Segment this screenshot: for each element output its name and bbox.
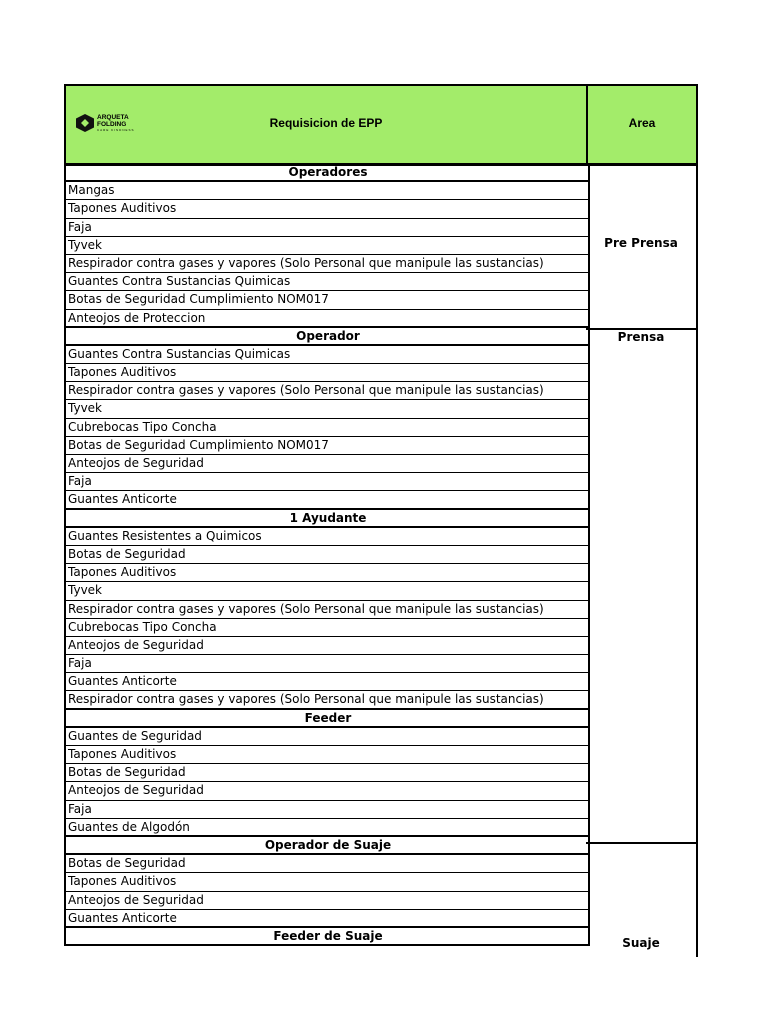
area-prensa: Prensa [617,330,665,344]
sheet-header [64,84,698,166]
epp-requisition-sheet [64,84,698,957]
area-column-header: Area [628,116,656,130]
epp-item-row: Cubrebocas Tipo Concha [66,619,588,637]
section-header: Operador de Suaje [66,837,588,855]
epp-item-row: Tapones Auditivos [66,364,588,382]
epp-item-row: Guantes Anticorte [66,491,588,509]
logo-line-2: FOLDING [97,121,127,128]
epp-item-row: Botas de Seguridad Cumplimiento NOM017 [66,291,588,309]
epp-item-row: Botas de Seguridad [66,546,588,564]
epp-item-row: Guantes Anticorte [66,673,588,691]
epp-item-row: Respirador contra gases y vapores (Solo Personal que manipule las sustancias) [66,691,588,709]
epp-item-row: Guantes Contra Sustancias Quimicas [66,346,588,364]
epp-item-row: Botas de Seguridad Cumplimiento NOM017 [66,437,588,455]
epp-item-row: Anteojos de Seguridad [66,455,588,473]
epp-item-row: Faja [66,801,588,819]
epp-item-row: Tyvek [66,582,588,600]
epp-item-row: Anteojos de Seguridad [66,637,588,655]
area-divider [586,842,696,844]
epp-item-row: Tapones Auditivos [66,200,588,218]
epp-item-row: Anteojos de Seguridad [66,782,588,800]
epp-item-row: Faja [66,473,588,491]
epp-item-row: Guantes de Seguridad [66,728,588,746]
epp-item-row: Tyvek [66,400,588,418]
epp-item-row: Anteojos de Proteccion [66,310,588,328]
epp-item-row: Cubrebocas Tipo Concha [66,419,588,437]
epp-item-row: Botas de Seguridad [66,855,588,873]
epp-item-row: Tyvek [66,237,588,255]
logo-subtitle: CARE KINDNESS [97,128,135,132]
epp-item-row: Botas de Seguridad [66,764,588,782]
page-title: Requisicion de EPP [269,116,383,130]
section-header: Feeder [66,710,588,728]
section-header: 1 Ayudante [66,510,588,528]
epp-item-row: Guantes Anticorte [66,910,588,928]
epp-item-row: Guantes de Algodón [66,819,588,837]
epp-item-row: Respirador contra gases y vapores (Solo Personal que manipule las sustancias) [66,601,588,619]
section-header: Operador [66,328,588,346]
epp-item-row: Tapones Auditivos [66,873,588,891]
epp-item-row: Faja [66,655,588,673]
epp-item-row: Faja [66,219,588,237]
area-pre-prensa: Pre Prensa [604,236,678,250]
epp-item-row: Tapones Auditivos [66,746,588,764]
epp-item-list [64,164,590,946]
area-suaje: Suaje [622,936,660,950]
epp-item-row: Tapones Auditivos [66,564,588,582]
epp-item-row: Anteojos de Seguridad [66,892,588,910]
section-header: Feeder de Suaje [66,928,588,946]
epp-item-row: Respirador contra gases y vapores (Solo Personal que manipule las sustancias) [66,255,588,273]
epp-item-row: Respirador contra gases y vapores (Solo Personal que manipule las sustancias) [66,382,588,400]
epp-item-row: Guantes Contra Sustancias Quimicas [66,273,588,291]
logo-line-1: ARQUETA [97,114,129,121]
section-header: Operadores [66,164,588,182]
area-column [586,164,698,957]
epp-item-row: Mangas [66,182,588,200]
epp-item-row: Guantes Resistentes a Quimicos [66,528,588,546]
